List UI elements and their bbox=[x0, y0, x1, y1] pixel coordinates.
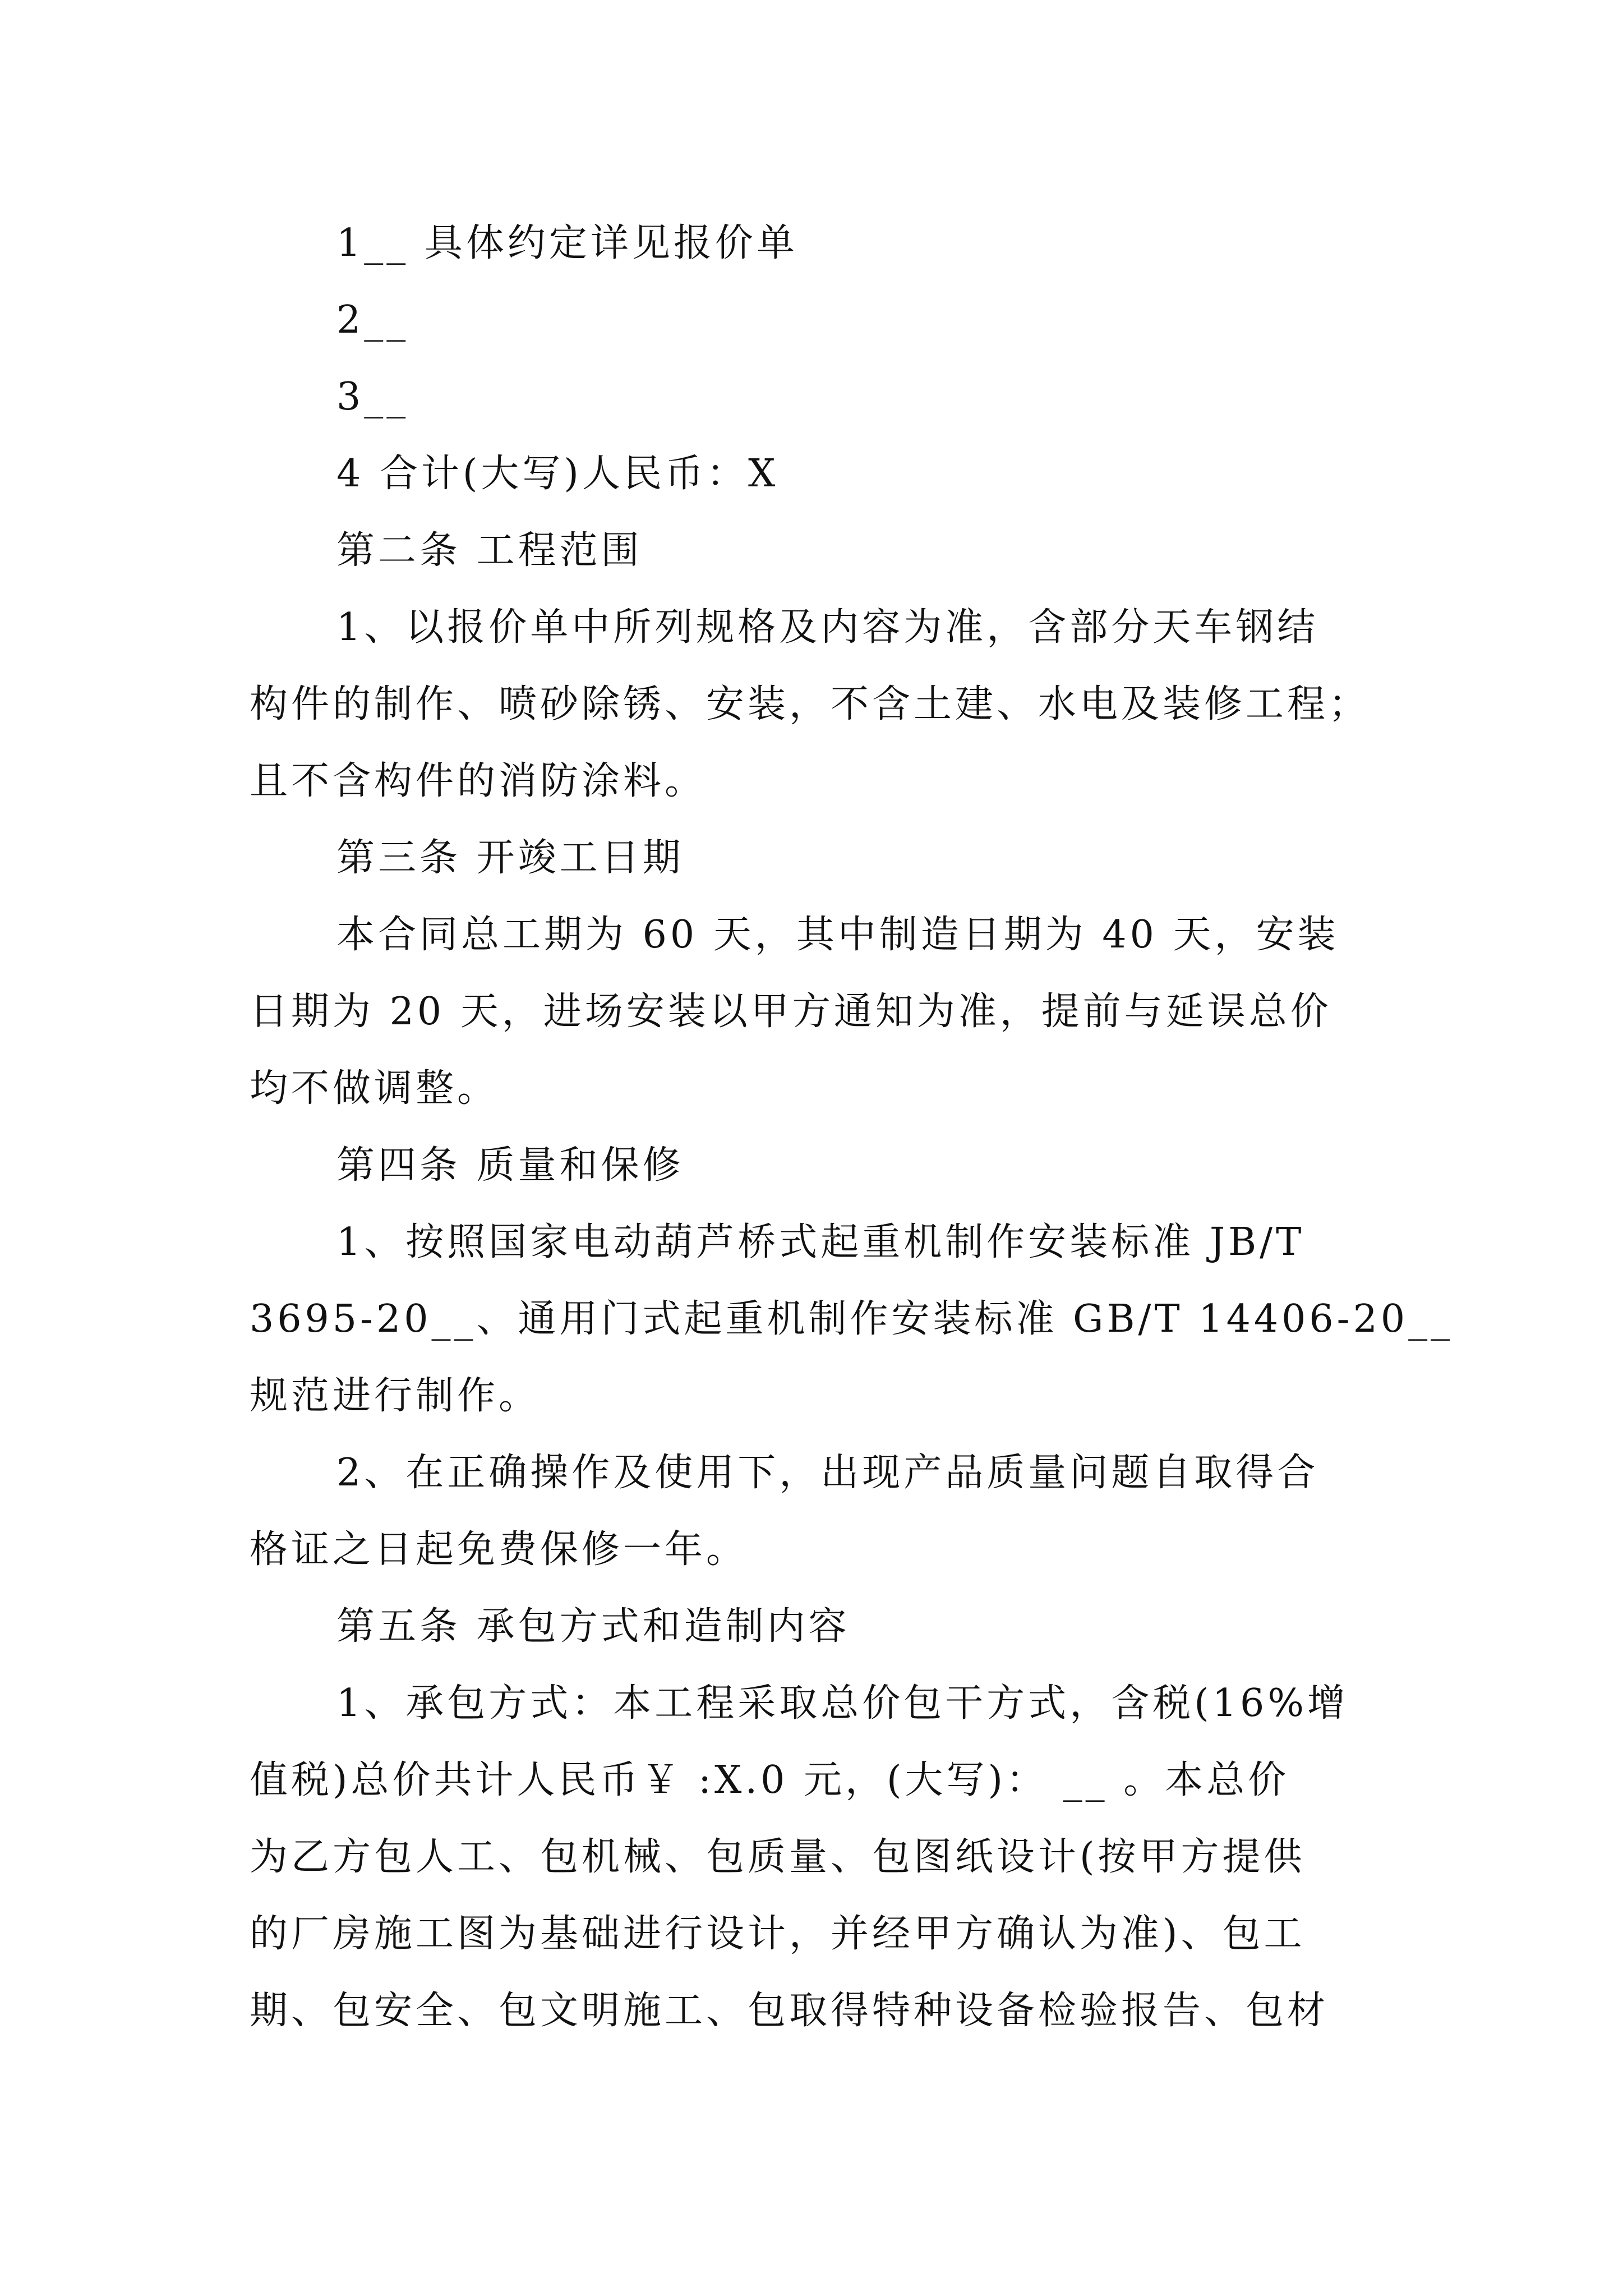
article-5-heading: 第五条 承包方式和造制内容 bbox=[336, 1604, 850, 1649]
article-3-paragraph-line: 本合同总工期为 60 天，其中制造日期为 40 天，安装 bbox=[336, 913, 1339, 957]
article-3-paragraph-line: 均不做调整。 bbox=[250, 1066, 499, 1111]
article-2-paragraph-line: 且不含构件的消防涂料。 bbox=[250, 759, 707, 803]
article-2-heading: 第二条 工程范围 bbox=[336, 528, 643, 573]
article-5-clause-1-line: 1、承包方式：本工程采取总价包干方式，含税(16%增 bbox=[336, 1681, 1349, 1726]
article-4-clause-1-line: 3695-20__、通用门式起重机制作安装标准 GB/T 14406-20__ bbox=[250, 1297, 1454, 1341]
article-4-heading: 第四条 质量和保修 bbox=[336, 1143, 684, 1188]
article-4-clause-1-line: 1、按照国家电动葫芦桥式起重机制作安装标准 JB/T bbox=[336, 1220, 1305, 1264]
item-2-line: 2__ bbox=[336, 298, 409, 342]
article-4-clause-2-line: 2、在正确操作及使用下，出现产品质量问题自取得合 bbox=[336, 1451, 1319, 1495]
article-5-clause-1-line: 期、包安全、包文明施工、包取得特种设备检验报告、包材 bbox=[250, 1989, 1329, 2033]
article-2-paragraph-line: 1、以报价单中所列规格及内容为准，含部分天车钢结 bbox=[336, 605, 1319, 650]
article-5-clause-1-line: 的厂房施工图为基础进行设计，并经甲方确认为准)、包工 bbox=[250, 1912, 1306, 1956]
article-4-clause-2-line: 格证之日起免费保修一年。 bbox=[250, 1527, 748, 1572]
article-4-clause-1-line: 规范进行制作。 bbox=[250, 1374, 541, 1418]
article-3-heading: 第三条 开竣工日期 bbox=[336, 836, 684, 880]
article-5-clause-1-line: 为乙方包人工、包机械、包质量、包图纸设计(按甲方提供 bbox=[250, 1835, 1306, 1879]
item-3-line: 3__ bbox=[336, 375, 409, 419]
article-3-paragraph-line: 日期为 20 天，进场安装以甲方通知为准，提前与延误总价 bbox=[250, 990, 1332, 1034]
article-2-paragraph-line: 构件的制作、喷砂除锈、安装，不含土建、水电及装修工程； bbox=[250, 682, 1371, 726]
item-4-total-line: 4 合计(大写)人民币：X bbox=[336, 452, 779, 496]
item-1-line: 1__ 具体约定详见报价单 bbox=[336, 221, 798, 265]
article-5-clause-1-line: 值税)总价共计人民币￥ :X.0 元，(大写)： __ 。本总价 bbox=[250, 1758, 1290, 1802]
